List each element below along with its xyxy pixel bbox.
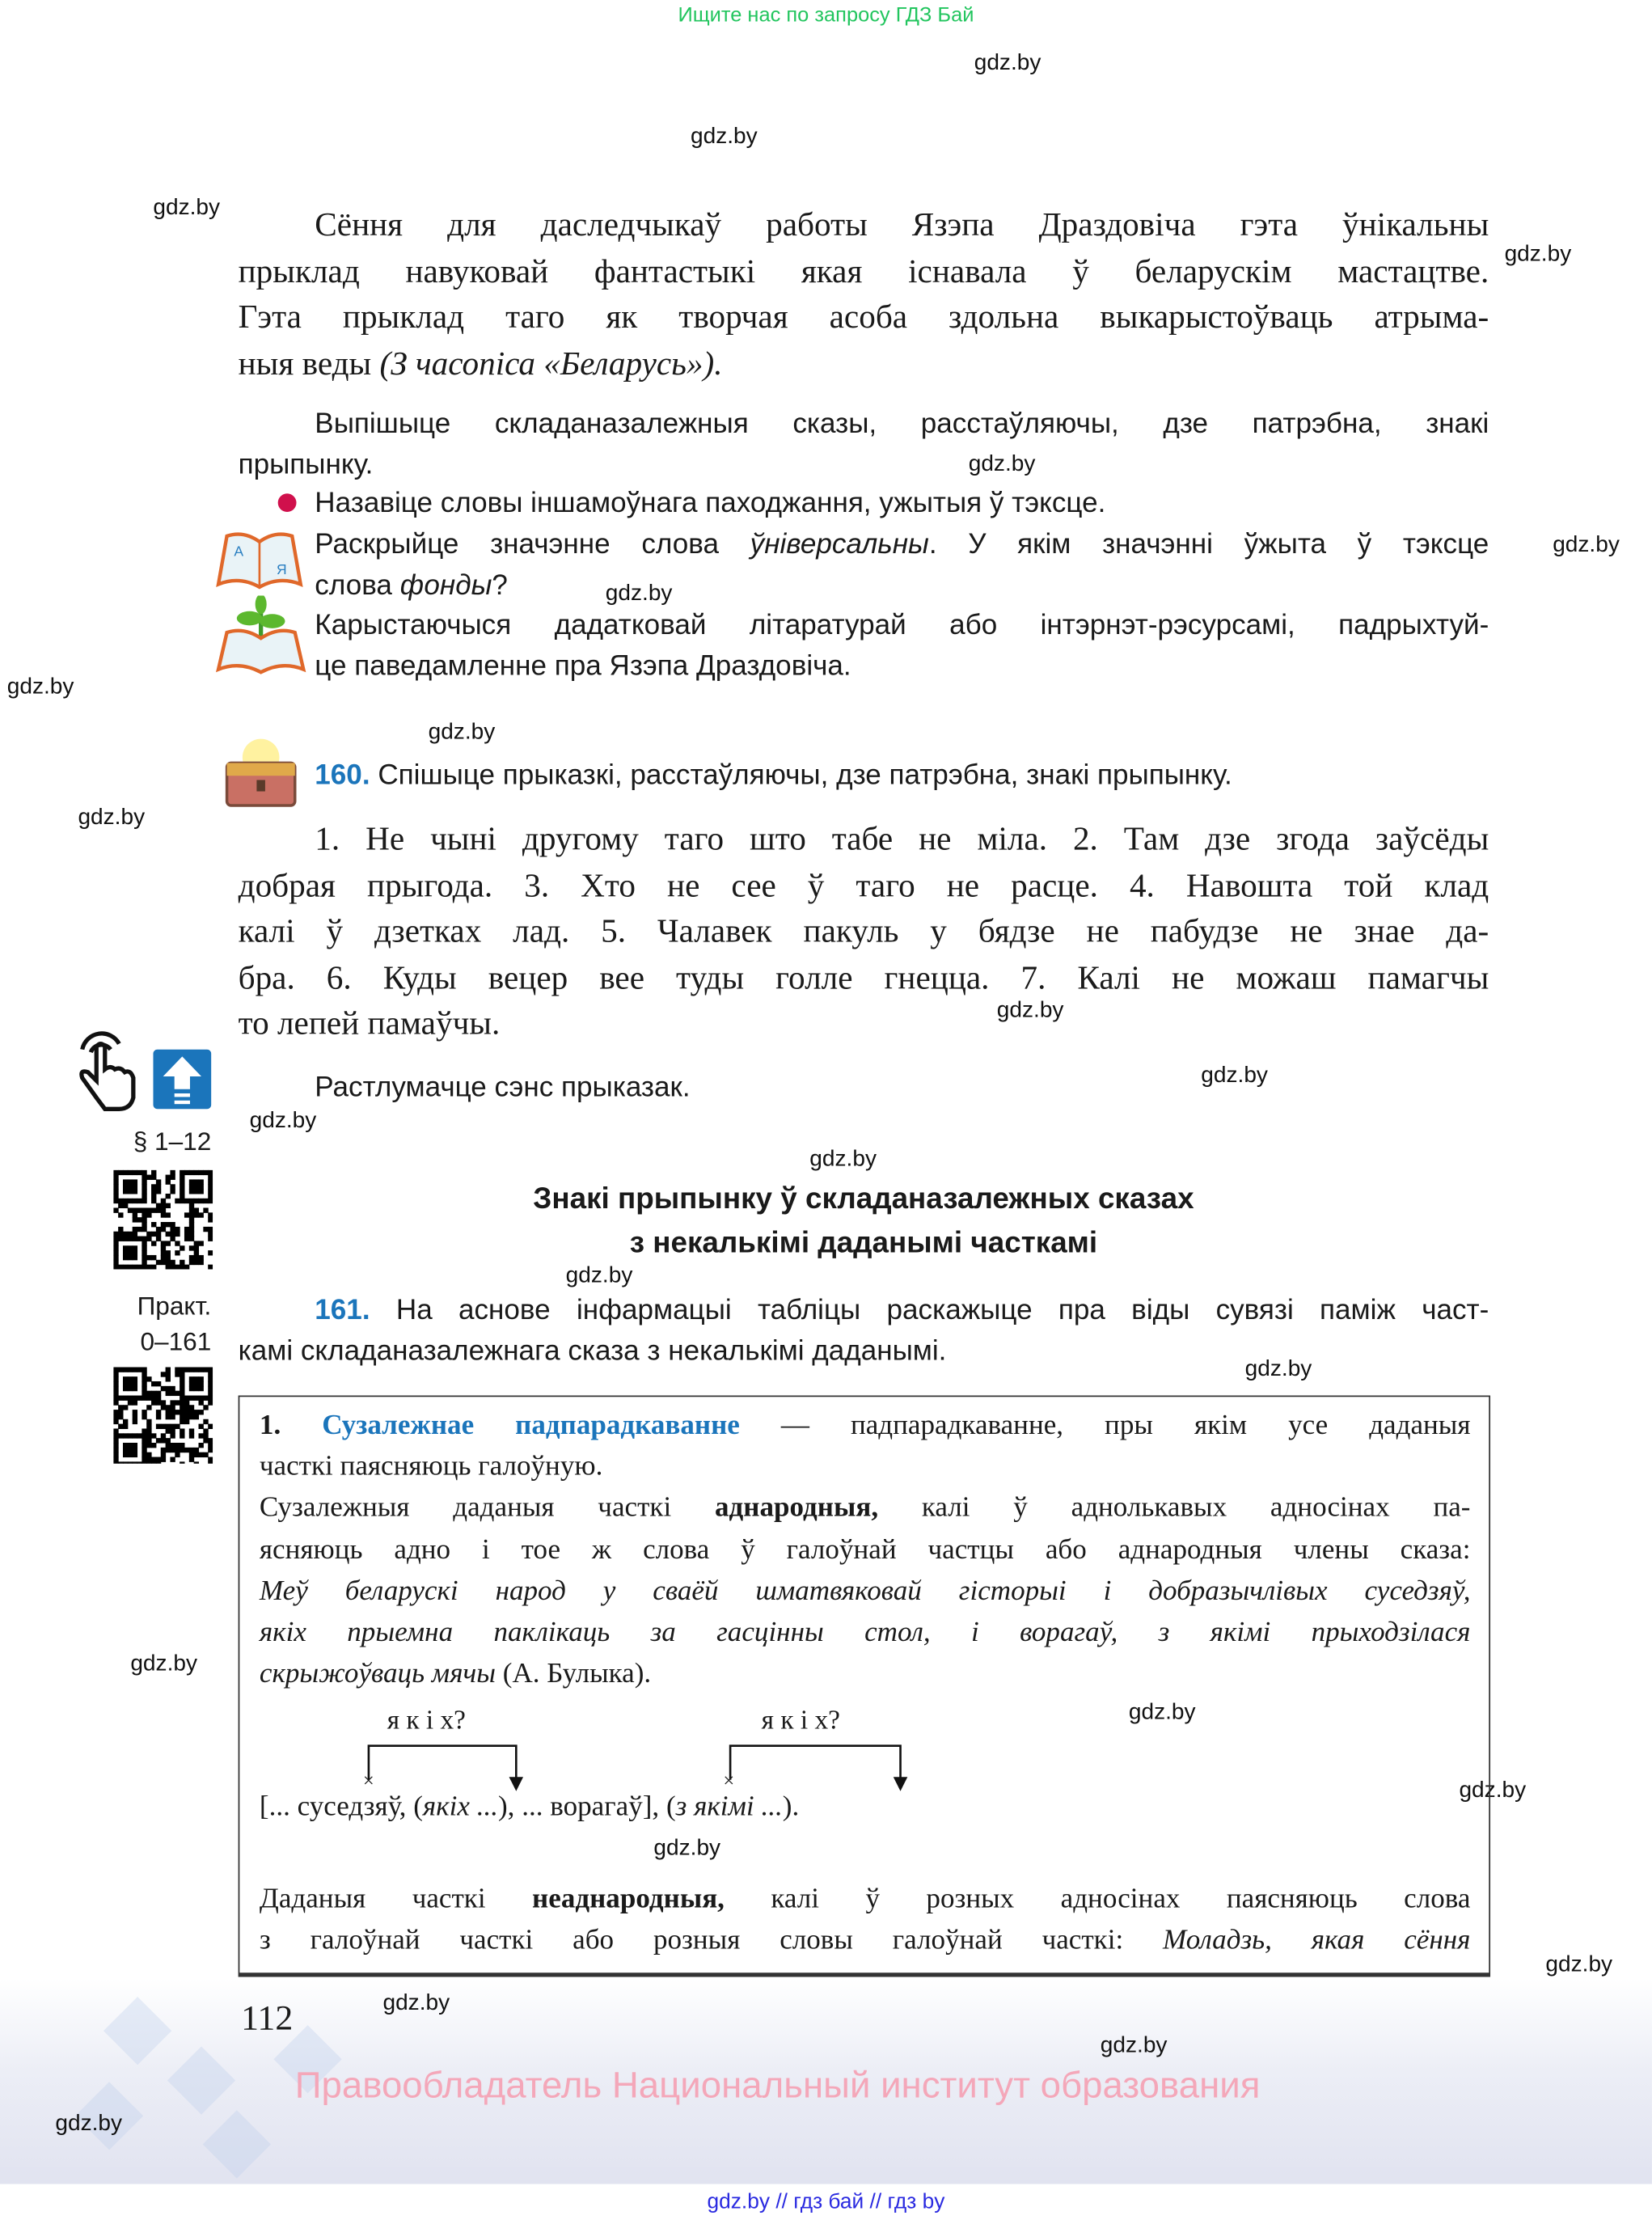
- watermark-text: gdz.by: [1553, 533, 1620, 558]
- term-highlight: Сузалежнае падпарадкаванне: [322, 1410, 740, 1441]
- watermark-text: gdz.by: [968, 452, 1036, 477]
- scheme-arrows: [353, 1737, 949, 1797]
- decor-diamond: [104, 1997, 171, 2065]
- upload-arrow-icon[interactable]: [153, 1050, 211, 1110]
- decor-diamond: [167, 2046, 235, 2114]
- watermark-text: gdz.by: [428, 720, 496, 745]
- watermark-text: gdz.by: [382, 1991, 450, 2015]
- text-line: прыклад навуковай фантастыкі якая існавала ў беларускім мастацтве.: [238, 253, 1489, 290]
- watermark-text: gdz.by: [78, 805, 146, 830]
- table-content: 1. Сузалежнае падпарадкаванне — падпарадкаванне, пры якім усе даданыя часткі паясняюць галоўную. Сузалежныя даданыя часткі аднародныя, калі ў аднолькавых адносінах па- ясняюць адно і тое ж слова ў галоўнай частцы або аднародныя члены сказа: Меў беларускі народ у сваёй шматвяковай гісторыі і добразычлівых суседзяў, якіх прыемна паклікаць за гасцінны стол, і ворагаў, з якімі прыходзілася скрыжоўваць мячы (А. Булыка).: [259, 1410, 1471, 1689]
- text-line: добрая прыгода. 3. Хто не сее ў таго не расце. 4. Навошта той клад: [238, 867, 1489, 904]
- exercise-160-task: 160. Спішыце прыказкі, расстаўляючы, дзе патрэбна, знакі прыпынку.: [315, 759, 1232, 792]
- text-line: Выпішыце складаназалежныя сказы, расстаўляючы, дзе патрэбна, знакі: [315, 408, 1489, 440]
- watermark-text: gdz.by: [1128, 1700, 1196, 1725]
- copyright-notice: Правообладатель Национальный институт образования: [294, 2063, 1261, 2107]
- watermark-text: gdz.by: [1459, 1778, 1527, 1803]
- section-heading: Знакі прыпынку ў складаназалежных сказах з некалькімі даданымі часткамі: [533, 1182, 1194, 1260]
- text-line: 1. Не чыні другому таго што табе не міла. 2. Там дзе згода заўсёды: [315, 821, 1489, 858]
- text-line: Гэта прыклад таго як творчая асоба здольна выкарыстоўваць атрыма-: [238, 299, 1489, 336]
- watermark-text: gdz.by: [1545, 1952, 1613, 1977]
- intro-paragraph: [239, 203, 1489, 387]
- footer-link-gdz-by[interactable]: gdz.by: [707, 2189, 771, 2214]
- qr-code-icon[interactable]: [113, 1367, 213, 1463]
- footer-link-gdz-by-cyr[interactable]: гдз by: [887, 2189, 945, 2214]
- exercise-number: 161.: [315, 1295, 370, 1326]
- watermark-text: gdz.by: [653, 1836, 721, 1861]
- bullet-task: Назавіце словы іншамоўнага паходжання, ужытыя ў тэксце.: [315, 488, 1106, 519]
- exercise-number: 160.: [315, 759, 370, 792]
- watermark-text: gdz.by: [1100, 2033, 1168, 2058]
- text-line: Сёння для даследчыкаў работы Язэпа Драздовіча гэта ўнікальны: [315, 207, 1489, 244]
- plant-book-icon: [216, 596, 306, 675]
- watermark-text: gdz.by: [1504, 242, 1572, 267]
- sentence-scheme: [... суседзяў, (якіх ...), ... ворагаў], (з якімі ...).: [259, 1791, 800, 1823]
- page-number: 112: [241, 1999, 294, 2038]
- watermark-text: gdz.by: [1244, 1357, 1312, 1382]
- cross-mark: ×: [362, 1771, 374, 1793]
- practice-label: Практ.: [137, 1292, 212, 1321]
- exercise-161-task: 161. На аснове інфармацыі табліцы раскажыце пра віды сувязі паміж част- камі складаназалежнага сказа з некалькімі даданымі.: [238, 1295, 1489, 1367]
- section-reference: § 1–12: [133, 1127, 212, 1156]
- footer-link-gdz-bai[interactable]: гдз бай: [793, 2189, 864, 2214]
- dictionary-book-icon: [216, 527, 304, 590]
- watermark-text: gdz.by: [691, 125, 758, 150]
- watermark-text: gdz.by: [130, 1651, 197, 1676]
- watermark-text: gdz.by: [974, 51, 1041, 75]
- text-line: прыпынку.: [238, 449, 374, 480]
- watermark-text: gdz.by: [809, 1147, 877, 1172]
- touch-hand-icon[interactable]: [68, 1016, 142, 1112]
- decor-diamond: [203, 2110, 271, 2178]
- text-line: то лепей памаўчы.: [238, 1005, 501, 1042]
- info-table: 1. Сузалежнае падпарадкаванне — падпарадкаванне, пры якім усе даданыя часткі паясняюць галоўную. Сузалежныя даданыя часткі аднародныя, калі ў аднолькавых адносінах па- ясняюць адно і тое ж слова ў галоўнай частцы або аднародныя члены сказа: Меў беларускі народ у сваёй шматвяковай гісторыі і добразычлівых суседзяў, якіх прыемна паклікаць за гасцінны стол, і ворагаў, з якімі прыходзілася скрыжоўваць мячы (А. Булыка). я к і х? я к і х? × × [... суседзяў, (якіх ...), ... ворагаў], (з якімі ...). Даданыя часткі неаднародныя, калі ў розных адносінах паясняюць слова з галоўнай часткі або розныя словы галоўнай часткі: Моладзь, якая сёння: [239, 1396, 1490, 1977]
- watermark-text: gdz.by: [55, 2112, 123, 2136]
- watermark-text: gdz.by: [605, 581, 673, 606]
- cross-mark: ×: [723, 1771, 735, 1793]
- task-instruction: [239, 404, 1489, 485]
- dictionary-task: Раскрыйце значэнне слова ўніверсальны. У якім значэнні ўжыта ў тэксце слова фонды?: [315, 529, 1489, 601]
- text-line: бра. 6. Куды вецер вее туды голле гнецца. 7. Калі не можаш памагчы: [238, 959, 1489, 996]
- svg-text:А: А: [234, 543, 244, 560]
- watermark-text: gdz.by: [996, 998, 1064, 1023]
- bullet-icon: [278, 493, 297, 512]
- svg-text:Я: Я: [276, 561, 287, 578]
- text-line: ныя веды (З часопіса «Беларусь»).: [238, 345, 723, 383]
- footer-links: gdz.by // гдз бай // гдз by: [707, 2189, 945, 2214]
- text-line: калі ў дзетках лад. 5. Чалавек пакуль у бядзе не пабудзе не знае да-: [238, 913, 1489, 950]
- question-label: я к і х?: [761, 1706, 840, 1736]
- question-label: я к і х?: [387, 1706, 466, 1736]
- qr-code-icon[interactable]: [113, 1170, 213, 1270]
- watermark-text: gdz.by: [1201, 1063, 1268, 1089]
- watermark-text: gdz.by: [6, 674, 74, 700]
- search-banner-link[interactable]: Ищите нас по запросу ГДЗ Бай: [678, 4, 974, 27]
- watermark-text: gdz.by: [565, 1263, 633, 1288]
- practice-range: 0–161: [140, 1327, 212, 1356]
- source-citation: (З часопіса «Беларусь»).: [379, 345, 723, 383]
- proverbs-followup: Растлумачце сэнс прыказак.: [315, 1072, 691, 1104]
- watermark-text: gdz.by: [153, 195, 221, 220]
- watermark-text: gdz.by: [249, 1109, 317, 1134]
- research-task: Карыстаючыся дадатковай літаратурай або інтэрнэт-рэсурсамі, падрыхтуй- це паведамленне пра Язэпа Драздовіча.: [315, 610, 1489, 682]
- proverbs-paragraph: [239, 817, 1489, 1047]
- treasure-chest-icon: [222, 738, 301, 811]
